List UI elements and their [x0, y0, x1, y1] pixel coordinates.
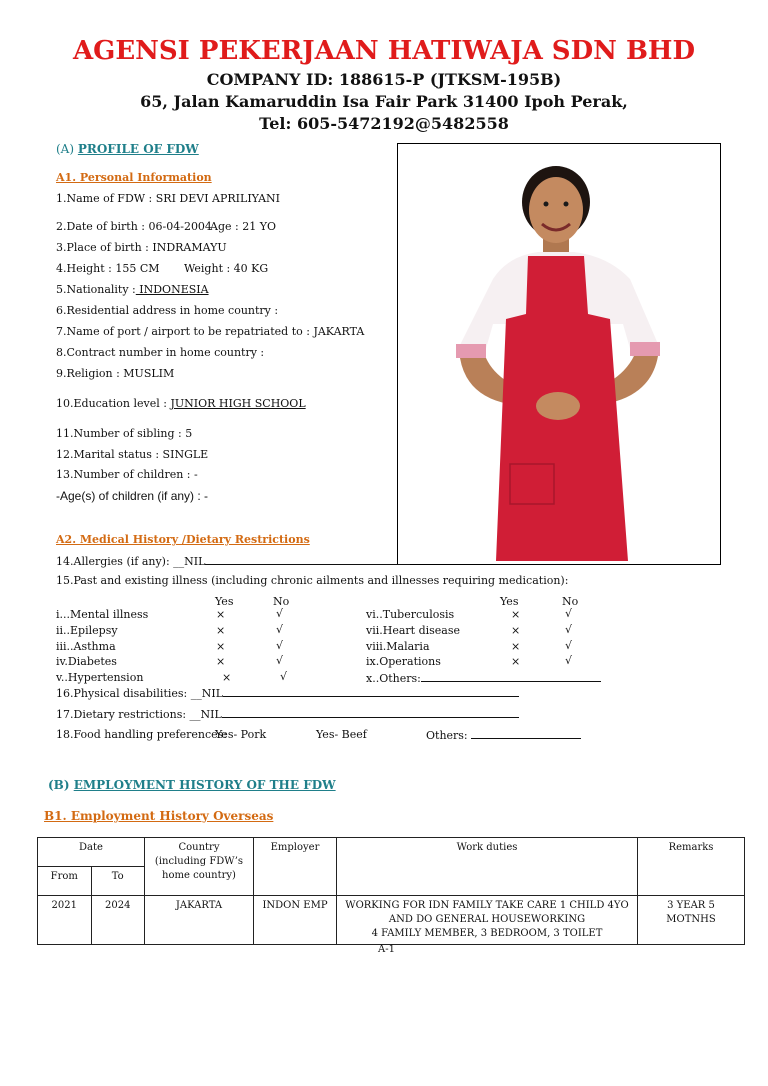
duties-header: Work duties	[337, 838, 638, 896]
nationality	[56, 283, 209, 296]
illness-others-label: x..Others:	[366, 672, 421, 685]
food-others-line	[471, 728, 581, 739]
illness-no-mark: √	[565, 639, 573, 652]
age: Age : 21 YO	[210, 220, 276, 233]
illness-no-mark: √	[276, 607, 284, 620]
row-from: 2021	[38, 896, 92, 945]
illness-row	[366, 655, 441, 668]
company-tel: Tel: 605-5472192@5482558	[259, 114, 509, 133]
illness-yes-mark: ×	[511, 624, 521, 637]
yes-header-left: Yes	[215, 595, 234, 608]
no-header-left: No	[273, 595, 290, 608]
illness-row	[366, 640, 430, 653]
illness-name: ix.Operations	[366, 655, 441, 668]
marital-status: 12.Marital status : SINGLE	[56, 448, 209, 461]
b1-heading: B1. Employment History Overseas	[44, 809, 274, 823]
illness-yes-mark: ×	[216, 640, 226, 653]
food-beef: Yes- Beef	[316, 728, 367, 741]
siblings: 11.Number of sibling : 5	[56, 427, 193, 440]
section-b-prefix: (B)	[48, 778, 70, 792]
illness-name: i...Mental illness	[56, 608, 149, 621]
illness-row	[56, 624, 118, 637]
number-of-children: 13.Number of children : -	[56, 468, 198, 481]
illness-name: vii.Heart disease	[366, 624, 461, 637]
nationality-label: 5.Nationality :	[56, 283, 136, 296]
row-remarks: 3 YEAR 5 MOTNHS	[638, 896, 745, 945]
education-label: 10.Education level :	[56, 397, 171, 410]
fdw-photo	[397, 143, 721, 565]
date-of-birth: 2.Date of birth : 06-04-2004	[56, 220, 212, 233]
nationality-value: INDONESIA	[135, 283, 209, 296]
allergies	[56, 554, 410, 568]
allergies-value: 14.Allergies (if any): __NIL	[56, 555, 206, 568]
a2-heading: A2. Medical History /Dietary Restrictions	[56, 533, 310, 546]
country-header	[145, 838, 254, 896]
illness-no-mark: √	[276, 654, 284, 667]
section-b-link[interactable]: EMPLOYMENT HISTORY OF THE FDW	[73, 778, 336, 792]
section-b-title	[48, 778, 336, 792]
dietary-line	[222, 707, 519, 718]
date-header: Date	[38, 838, 145, 867]
children-age: -Age(s) of children (if any) : -	[56, 489, 209, 503]
illness-no-mark: √	[565, 623, 573, 636]
company-id: COMPANY ID: 188615-P (JTKSM-195B)	[206, 70, 562, 89]
illness-row	[56, 608, 148, 621]
row-duties: WORKING FOR IDN FAMILY TAKE CARE 1 CHILD 4YO AND DO GENERAL HOUSEWORKING 4 FAMILY MEMBER, 3 BEDROOM, 3 TOILET	[337, 896, 638, 945]
education-level	[56, 397, 306, 410]
repatriation-port: 7.Name of port / airport to be repatriated to : JAKARTA	[56, 325, 365, 338]
illness-no-mark: √	[276, 623, 284, 636]
fdw-name: 1.Name of FDW : SRI DEVI APRILIYANI	[56, 192, 281, 205]
physical-line	[223, 686, 519, 697]
religion: 9.Religion : MUSLIM	[56, 367, 175, 380]
country-header-text: Country (including FDW’s home country)	[154, 842, 244, 881]
section-a-link[interactable]: PROFILE OF FDW	[77, 142, 199, 156]
illness-yes-mark: ×	[511, 655, 521, 668]
contract-number: 8.Contract number in home country :	[56, 346, 265, 359]
illness-yes-mark: ×	[216, 655, 226, 668]
remarks-header: Remarks	[638, 838, 745, 896]
illness-yes-mark: ×	[216, 608, 226, 621]
illness-name: iv.Diabetes	[56, 655, 117, 668]
row-country: JAKARTA	[145, 896, 254, 945]
height: 4.Height : 155 CM	[56, 262, 160, 275]
illness-row	[56, 640, 116, 653]
food-preferences-label: 18.Food handling preferences:	[56, 728, 227, 741]
illness-name: vi..Tuberculosis	[366, 608, 455, 621]
table-row	[38, 896, 745, 945]
illness-intro: 15.Past and existing illness (including chronic ailments and illnesses requiring medication):	[56, 574, 569, 587]
employer-header: Employer	[254, 838, 337, 896]
company-name: AGENSI PEKERJAAN HATIWAJA SDN BHD	[72, 36, 696, 66]
illness-yes-mark: ×	[222, 671, 232, 684]
allergies-line	[205, 554, 410, 565]
food-others	[426, 728, 581, 742]
place-of-birth: 3.Place of birth : INDRAMAYU	[56, 241, 227, 254]
section-a-title	[56, 142, 199, 156]
physical-disabilities	[56, 686, 519, 700]
illness-yes-mark: ×	[511, 608, 521, 621]
section-a-prefix: (A)	[56, 142, 75, 156]
yes-header-right: Yes	[500, 595, 519, 608]
illness-yes-mark: ×	[511, 640, 521, 653]
no-header-right: No	[562, 595, 579, 608]
a1-heading: A1. Personal Information	[56, 171, 212, 184]
food-pork: Yes- Pork	[215, 728, 267, 741]
from-header: From	[38, 867, 92, 896]
others-line	[421, 671, 601, 682]
illness-name: v..Hypertension	[56, 671, 144, 684]
fdw-photo-illustration	[398, 144, 720, 564]
illness-row	[56, 671, 143, 684]
dietary-restrictions	[56, 707, 519, 721]
table-header-row	[38, 838, 745, 867]
to-header: To	[91, 867, 145, 896]
employment-history-table	[37, 837, 745, 945]
illness-others	[366, 671, 601, 685]
illness-name: iii..Asthma	[56, 640, 116, 653]
illness-no-mark: √	[565, 654, 573, 667]
residential-address: 6.Residential address in home country :	[56, 304, 279, 317]
dietary-restrictions-value: 17.Dietary restrictions: __NIL	[56, 708, 222, 721]
row-employer: INDON EMP	[254, 896, 337, 945]
food-others-label: Others:	[426, 729, 468, 742]
illness-row	[366, 624, 460, 637]
education-value: JUNIOR HIGH SCHOOL	[170, 397, 306, 410]
weight: Weight : 40 KG	[184, 262, 269, 275]
illness-name: viii.Malaria	[366, 640, 430, 653]
page-number: A-1	[378, 944, 395, 955]
row-to: 2024	[91, 896, 145, 945]
illness-row	[366, 608, 454, 621]
illness-name: ii..Epilepsy	[56, 624, 118, 637]
illness-no-mark: √	[276, 639, 284, 652]
company-address: 65, Jalan Kamaruddin Isa Fair Park 31400 Ipoh Perak,	[140, 92, 628, 111]
illness-yes-mark: ×	[216, 624, 226, 637]
illness-no-mark: √	[280, 670, 288, 683]
illness-no-mark: √	[565, 607, 573, 620]
physical-disabilities-value: 16.Physical disabilities: __NIL	[56, 687, 224, 700]
illness-row	[56, 655, 117, 668]
